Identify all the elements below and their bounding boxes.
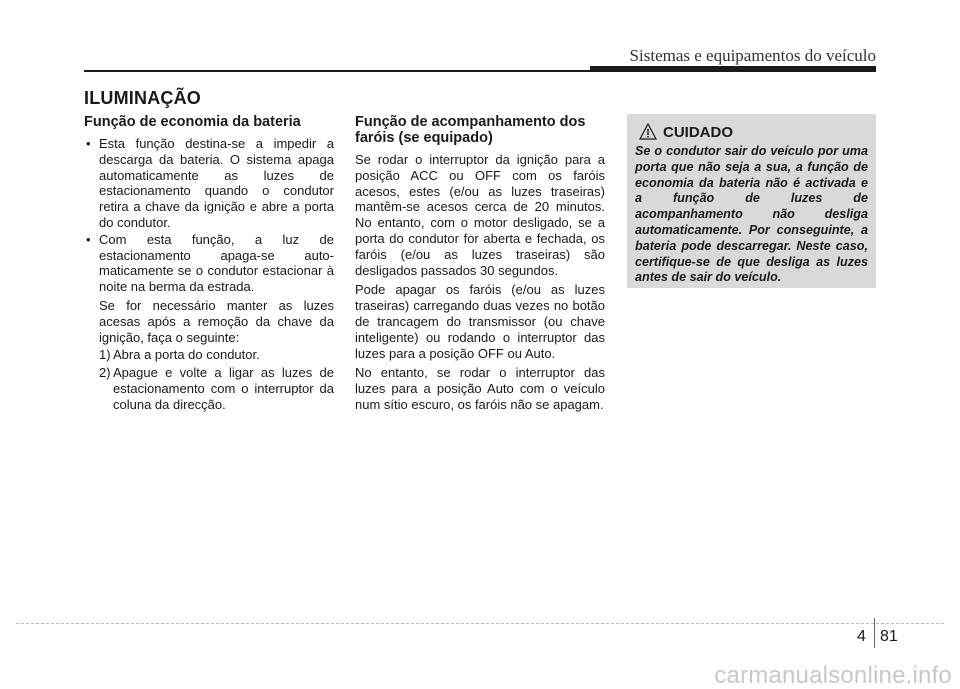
caution-header bbox=[635, 122, 868, 142]
warning-triangle-icon bbox=[639, 123, 657, 141]
bullet-text: Esta função destina-se a impedir a descarga da bateria. O sistema apaga automaticamente as luzes de estacionamento quando o condutor retira a chave da ignição e abre a porta do condutor. bbox=[99, 136, 334, 230]
header-title: Sistemas e equipamentos do veículo bbox=[629, 46, 876, 65]
instruction-paragraph: Se for necessário manter as luzes acesas após a remoção da chave da ignição, faça o seguinte: bbox=[99, 297, 334, 345]
step-number: 2) bbox=[99, 365, 111, 381]
column-headlight-escort bbox=[355, 112, 605, 417]
caution-text: Se o condutor sair do veículo por uma porta que não seja a sua, a função de economia da bateria não é activada e a função de luzes de acompanhamento não desliga automaticamente. Por conseguinte, a bateria pode descarregar. Neste caso, certifique-se de que desliga as luzes antes de sair do veículo. bbox=[635, 144, 868, 285]
step-text: Apague e volte a ligar as luzes de estacionamento com o interruptor da coluna da direcção. bbox=[113, 365, 334, 412]
page-divider bbox=[874, 618, 875, 648]
step-item bbox=[84, 347, 334, 363]
step-item bbox=[84, 365, 334, 412]
header-rule bbox=[84, 70, 876, 72]
chapter-number: 4 bbox=[857, 628, 866, 645]
caution-title: CUIDADO bbox=[663, 123, 733, 141]
paragraph: No entanto, se rodar o interruptor das luzes para a posição Auto com o veículo num sítio escuro, os faróis não se apagam. bbox=[355, 365, 605, 412]
bullet-dot: • bbox=[86, 136, 91, 151]
battery-saver-heading: Função de economia da bateria bbox=[84, 114, 301, 130]
caution-box bbox=[627, 114, 876, 288]
watermark: carmanualsonline.info bbox=[714, 662, 952, 689]
footer-rule bbox=[16, 623, 944, 624]
step-text: Abra a porta do condutor. bbox=[113, 347, 260, 363]
headlight-escort-heading: Função de acompanhamento dos faróis (se equipado) bbox=[355, 114, 586, 146]
column-battery-saver bbox=[84, 112, 334, 413]
paragraph: Pode apagar os faróis (e/ou as luzes traseiras) carregando duas vezes no botão de trancagem do transmissor (ou chave inteligente) ou rodando o interruptor das luzes para a posição OFF ou Auto. bbox=[355, 282, 605, 361]
step-number: 1) bbox=[99, 347, 111, 363]
list-item bbox=[84, 136, 334, 231]
page-number: 81 bbox=[880, 628, 898, 645]
bullet-dot: • bbox=[86, 231, 91, 247]
section-title: ILUMINAÇÃO bbox=[84, 88, 201, 108]
paragraph: Se rodar o interruptor da ignição para a posição ACC ou OFF com os faróis acesos, estes (e/ou as luzes traseiras) mantêm-se acesos cerca de 20 minutos. No entanto, com o motor desligado, se a porta do condutor for aberta e fechada, os faróis (e/ou as luzes traseiras) são desligados passados 30 segundos. bbox=[355, 152, 605, 278]
list-item bbox=[84, 232, 334, 295]
bullet-text: Com esta função, a luz de estacionamento apaga-se auto-maticamente se o condutor estacionar à noite na berma da estrada. bbox=[99, 231, 334, 295]
